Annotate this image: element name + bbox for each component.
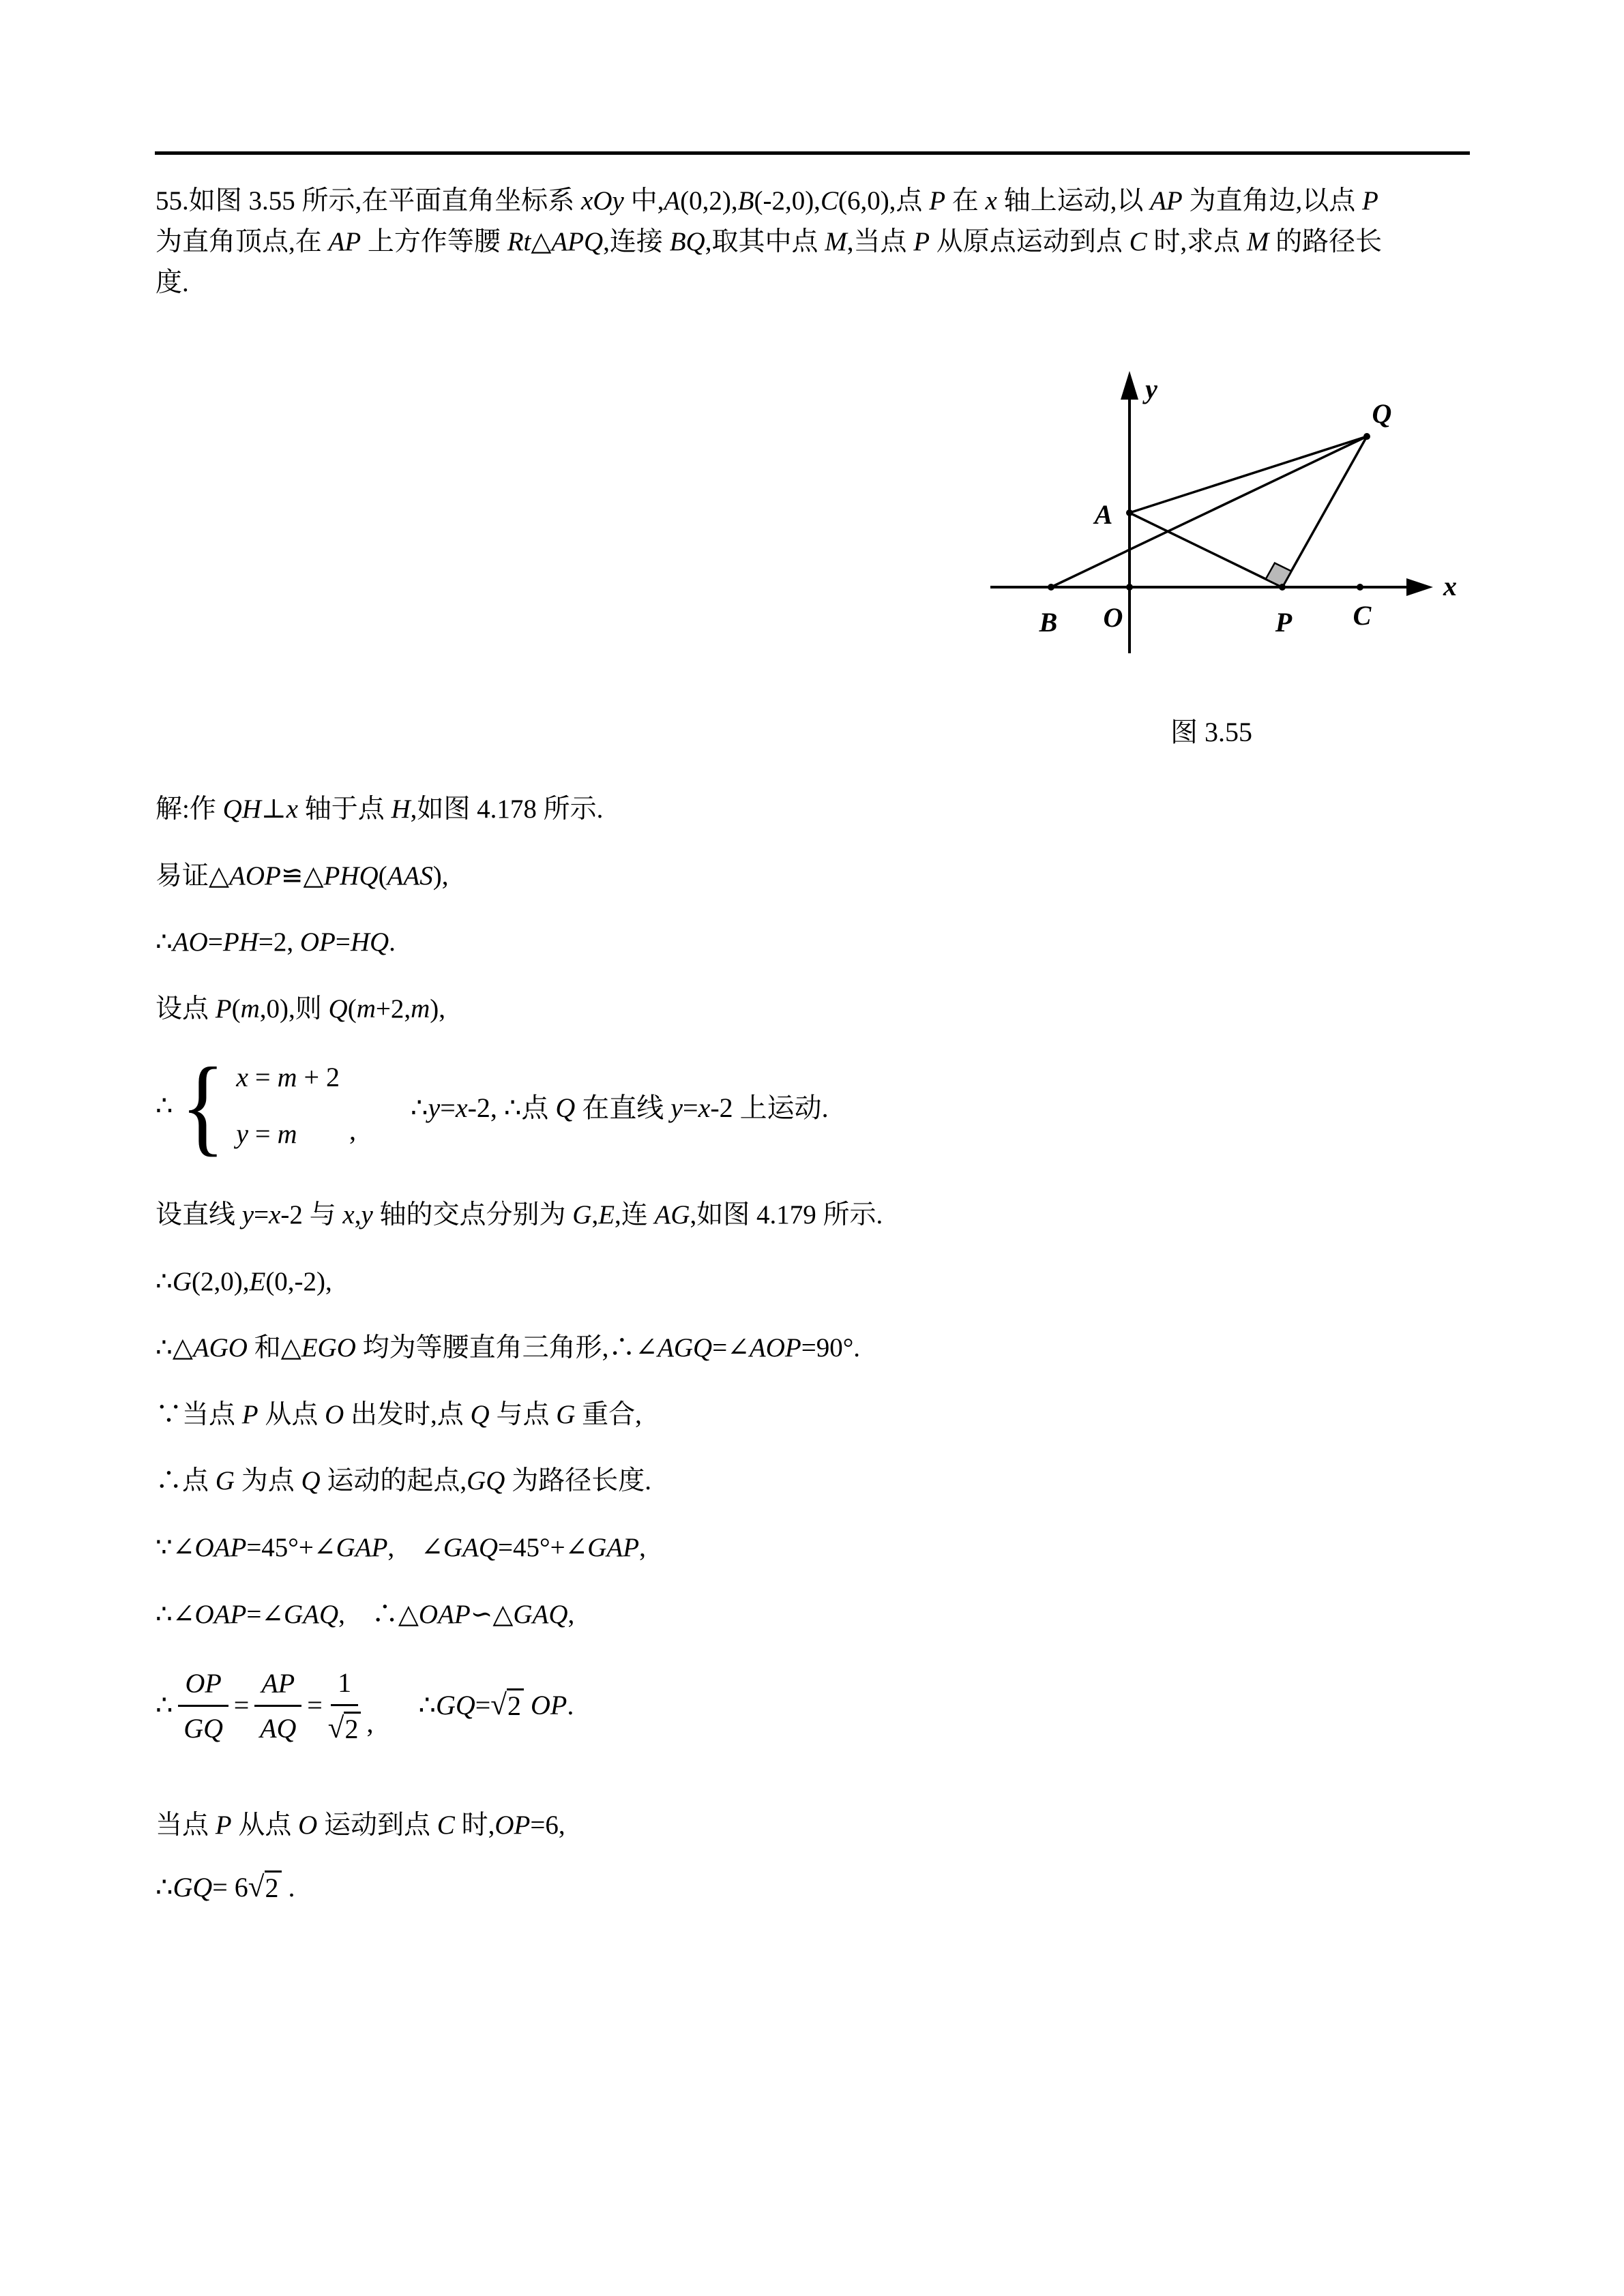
figure-caption: 图 3.55 (1170, 717, 1252, 747)
point-dot-O (1126, 584, 1133, 591)
fraction-AP-AQ (254, 1666, 301, 1744)
fraction-numerator: OP (178, 1666, 228, 1707)
final-suffix: . (281, 1872, 295, 1903)
final-prefix: ∴GQ= 6 (156, 1872, 248, 1903)
ratio-equation (156, 1665, 574, 1746)
solution-line-10: ∵∠OAP=45°+∠GAP, ∠GAQ=45°+∠GAP, (156, 1533, 646, 1562)
radicand: 2 (344, 1712, 361, 1745)
therefore-symbol: ∴ (156, 1690, 173, 1721)
equals-sign: = (233, 1690, 250, 1721)
system-eq-top: x = m + 2 (236, 1062, 340, 1092)
solution-line-7: ∴△AGO 和△EGO 均为等腰直角三角形,∴∠AGQ=∠AOP=90°. (156, 1333, 861, 1362)
coordinate-figure (982, 368, 1460, 682)
fraction-denominator: GQ (183, 1713, 223, 1744)
system-eq-bottom: y = m (236, 1118, 297, 1149)
solution-line-8: ∵当点 P 从点 O 出发时,点 Q 与点 G 重合, (156, 1400, 642, 1429)
point-dot-Q (1363, 433, 1370, 440)
point-dot-C (1357, 584, 1363, 591)
point-label-Q: Q (1372, 398, 1392, 429)
point-label-B: B (1039, 607, 1058, 638)
solution-line-5: 设直线 y=x-2 与 x,y 轴的交点分别为 G,E,连 AG,如图 4.179 所示. (156, 1200, 883, 1229)
fraction-numerator: AP (254, 1666, 301, 1707)
x-axis-arrow-icon (1406, 578, 1433, 596)
system-equations (236, 1061, 340, 1150)
system-comma: , (349, 1115, 357, 1146)
system-brace: { (181, 1045, 226, 1166)
solution-line-9: ∴点 G 为点 Q 运动的起点,GQ 为路径长度. (156, 1466, 651, 1495)
ratio-conclusion (418, 1688, 574, 1723)
solution-line-11: ∴∠OAP=∠GAQ, ∴△OAP∽△GAQ, (156, 1600, 575, 1629)
solution-line-4: 设点 P(m,0),则 Q(m+2,m), (156, 994, 446, 1024)
solution-line-12: 当点 P 从点 O 运动到点 C 时,OP=6, (156, 1810, 565, 1840)
problem-line-1: 55.如图 3.55 所示,在平面直角坐标系 xOy 中,A(0,2),B(-2,0),C(6,0),点 P 在 x 轴上运动,以 AP 为直角边,以点 P (156, 186, 1378, 215)
problem-line-2: 为直角顶点,在 AP 上方作等腰 Rt△APQ,连接 BQ,取其中点 M,当点 P 从原点运动到点 C 时,求点 M 的路径长 (156, 227, 1383, 256)
x-axis-label: x (1443, 571, 1457, 601)
y-axis-label: y (1145, 374, 1157, 404)
point-label-A: A (1094, 499, 1113, 530)
radicand: 2 (265, 1870, 282, 1904)
horizontal-rule (155, 151, 1470, 155)
sqrt-2 (490, 1688, 524, 1723)
radical-sign: √ (248, 1871, 265, 1903)
radical-sign: √ (327, 1712, 344, 1744)
solution-line-1: 解:作 QH⊥x 轴于点 H,如图 4.178 所示. (156, 794, 604, 824)
ratio-comma: , (366, 1707, 374, 1738)
radicand: 2 (507, 1688, 524, 1722)
point-label-P: P (1275, 607, 1293, 638)
y-axis-arrow-icon (1121, 371, 1138, 400)
sqrt-2 (328, 1706, 361, 1746)
system-conclusion: ∴y=x-2, ∴点 Q 在直线 y=x-2 上运动. (411, 1092, 829, 1123)
point-dot-B (1048, 584, 1054, 591)
point-dot-A (1126, 509, 1133, 516)
segment-AP (1130, 513, 1282, 587)
point-dot-P (1279, 584, 1286, 591)
fraction-numerator: 1 (331, 1665, 358, 1706)
fraction-1-sqrt2 (328, 1665, 361, 1746)
equals-sign: = (307, 1690, 323, 1721)
solution-line-2: 易证△AOP≌△PHQ(AAS), (156, 861, 449, 891)
final-answer (156, 1870, 295, 1905)
problem-line-3: 度. (156, 268, 189, 297)
radical-sign: √ (490, 1689, 507, 1721)
right-angle-marker (1266, 563, 1292, 587)
fraction-OP-GQ (178, 1666, 228, 1744)
point-label-C: C (1353, 600, 1372, 631)
solution-line-6: ∴G(2,0),E(0,-2), (156, 1267, 332, 1296)
conclusion-prefix: ∴GQ= (418, 1690, 491, 1721)
conclusion-suffix: OP. (530, 1690, 574, 1721)
point-label-O: O (1103, 602, 1123, 633)
fraction-denominator: AQ (260, 1713, 297, 1744)
equation-system (156, 1045, 829, 1166)
solution-line-3: ∴AO=PH=2, OP=HQ. (156, 927, 396, 957)
sqrt-2 (248, 1870, 282, 1905)
therefore-symbol: ∴ (156, 1090, 173, 1121)
